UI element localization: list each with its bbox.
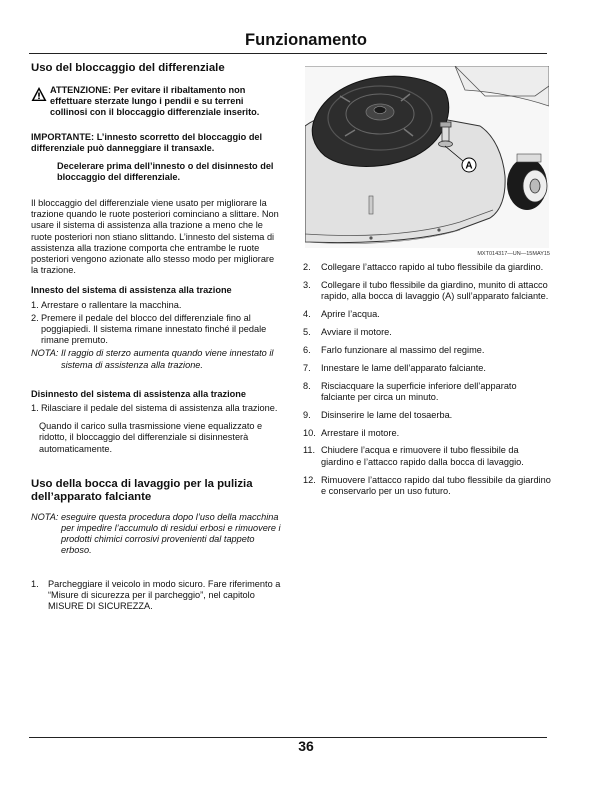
step-text: Avviare il motore.	[321, 326, 392, 337]
step-number: 7.	[303, 362, 311, 373]
list-item	[303, 410, 553, 421]
step-number: 10.	[303, 427, 316, 438]
step-text: Disinserire le lame del tosaerba.	[321, 409, 453, 420]
warning-triangle-icon	[31, 86, 47, 102]
engage-heading: Innesto del sistema di assistenza alla trazione	[31, 285, 232, 296]
wash-note: NOTA: eseguire questa procedura dopo l’uso della macchina per impedire l’accumulo di residui erbosi e rimuovere i prodotti chimici corrosivi provenienti dal tappeto erboso.	[31, 511, 281, 556]
step-text: Premere il pedale del blocco del differenziale fino al poggiapiedi. Il sistema rimane innestato finché il pedale rimane premuto.	[41, 312, 267, 346]
page-number: 36	[298, 738, 314, 754]
step-number: 12.	[303, 474, 316, 485]
mower-deck-figure	[305, 66, 549, 248]
step-number: 1.	[31, 299, 39, 310]
step-number: 3.	[303, 279, 311, 290]
left-column	[31, 62, 281, 612]
list-item	[303, 309, 553, 320]
list-item	[31, 579, 281, 613]
step-number: 6.	[303, 344, 311, 355]
callout-label: A	[465, 160, 473, 172]
list-item	[303, 327, 553, 338]
step-number: 5.	[303, 326, 311, 337]
important-text: L’innesto scorretto del bloccaggio del differenziale può danneggiare il transaxle.	[31, 132, 263, 154]
step-text: Rimuovere l’attacco rapido dal tubo flessibile da giardino e conservarlo per un uso futuro.	[321, 474, 551, 496]
step-text: Parcheggiare il veicolo in modo sicuro. Fare riferimento a “Misure di sicurezza per il parcheggio”, nel capitolo MISURE DI SICUREZZA.	[48, 578, 281, 611]
step-number: 8.	[303, 380, 311, 391]
warning-block	[31, 85, 281, 119]
list-item	[31, 403, 281, 414]
step-number: 2.	[31, 312, 39, 323]
important-block	[31, 132, 281, 183]
step-text: Collegare l’attacco rapido al tubo flessibile da giardino.	[321, 262, 544, 272]
step-text: Aprire l’acqua.	[321, 308, 380, 319]
step-number: 2.	[303, 262, 311, 272]
step-text: Chiudere l’acqua e rimuovere il tubo flessibile da giardino e l’attacco rapido dalla bocca di lavaggio.	[321, 445, 524, 467]
wash-steps	[303, 262, 553, 497]
engage-steps	[31, 300, 281, 347]
page-title: Funzionamento	[245, 31, 367, 49]
list-item	[303, 363, 553, 374]
important-label: IMPORTANTE:	[31, 132, 95, 143]
step-text: Arrestare o rallentare la macchina.	[41, 299, 182, 310]
step-text: Farlo funzionare al massimo del regime.	[321, 344, 485, 355]
step-text: Collegare il tubo flessibile da giardino, munito di attacco rapido, alla bocca di lavaggio (A) sull’apparato falciante.	[321, 279, 549, 302]
step-text: Risciacquare la superficie inferiore dell’apparato falciante per circa un minuto.	[321, 380, 517, 402]
list-item	[303, 345, 553, 356]
list-item	[303, 262, 553, 273]
list-item	[303, 445, 553, 467]
header-rule	[29, 53, 547, 54]
section-title-differential-lock: Uso del bloccaggio del differenziale	[31, 62, 225, 74]
step-number: 1.	[31, 578, 39, 589]
step-number: 4.	[303, 308, 311, 319]
mower-deck-illustration	[305, 66, 549, 248]
disengage-heading: Disinnesto del sistema di assistenza alla trazione	[31, 388, 246, 399]
intro-paragraph: Il bloccaggio del differenziale viene usato per migliorare la trazione quando le ruote posteriori cominciano a slittare. Non usare il sistema di assistenza alla trazione a meno che le ruote posteriori non stiano slittando. L’innesto del sistema di assistenza alla trazione comporta che entrambe le ruote posteriori vengono azionate allo stesso modo per migliorare la trazione.	[31, 197, 279, 276]
step-number: 9.	[303, 409, 311, 420]
step-number: 1.	[31, 402, 39, 413]
list-item	[31, 300, 281, 311]
right-column	[303, 262, 553, 504]
list-item	[303, 280, 553, 302]
list-item	[303, 381, 553, 403]
step-text: Rilasciare il pedale del sistema di assistenza alla trazione.	[41, 402, 278, 413]
section-title-wash-port: Uso della bocca di lavaggio per la pulizia dell’apparato falciante	[31, 477, 253, 504]
list-item	[31, 313, 281, 347]
list-item	[303, 428, 553, 439]
disengage-paragraph: Quando il carico sulla trasmissione viene equalizzato e ridotto, il bloccaggio del differenziale si disinnesterà automaticamente.	[39, 421, 263, 454]
warning-text: ATTENZIONE: Per evitare il ribaltamento non effettuare sterzate lungo i pendii e su terreni collinosi con il bloccaggio differenziale inserito.	[50, 84, 260, 117]
engage-note: NOTA: Il raggio di sterzo aumenta quando viene innestato il sistema di assistenza alla trazione.	[31, 348, 274, 370]
list-item	[303, 475, 553, 497]
figure-id: MXT014317—UN—15MAY15	[477, 251, 550, 257]
step-text: Innestare le lame dell’apparato falciante.	[321, 362, 486, 373]
disengage-steps	[31, 403, 281, 414]
important-extra: Decelerare prima dell’innesto o del disinnesto del bloccaggio del differenziale.	[57, 160, 274, 182]
step-number: 11.	[303, 445, 316, 456]
step-text: Arrestare il motore.	[321, 427, 400, 438]
